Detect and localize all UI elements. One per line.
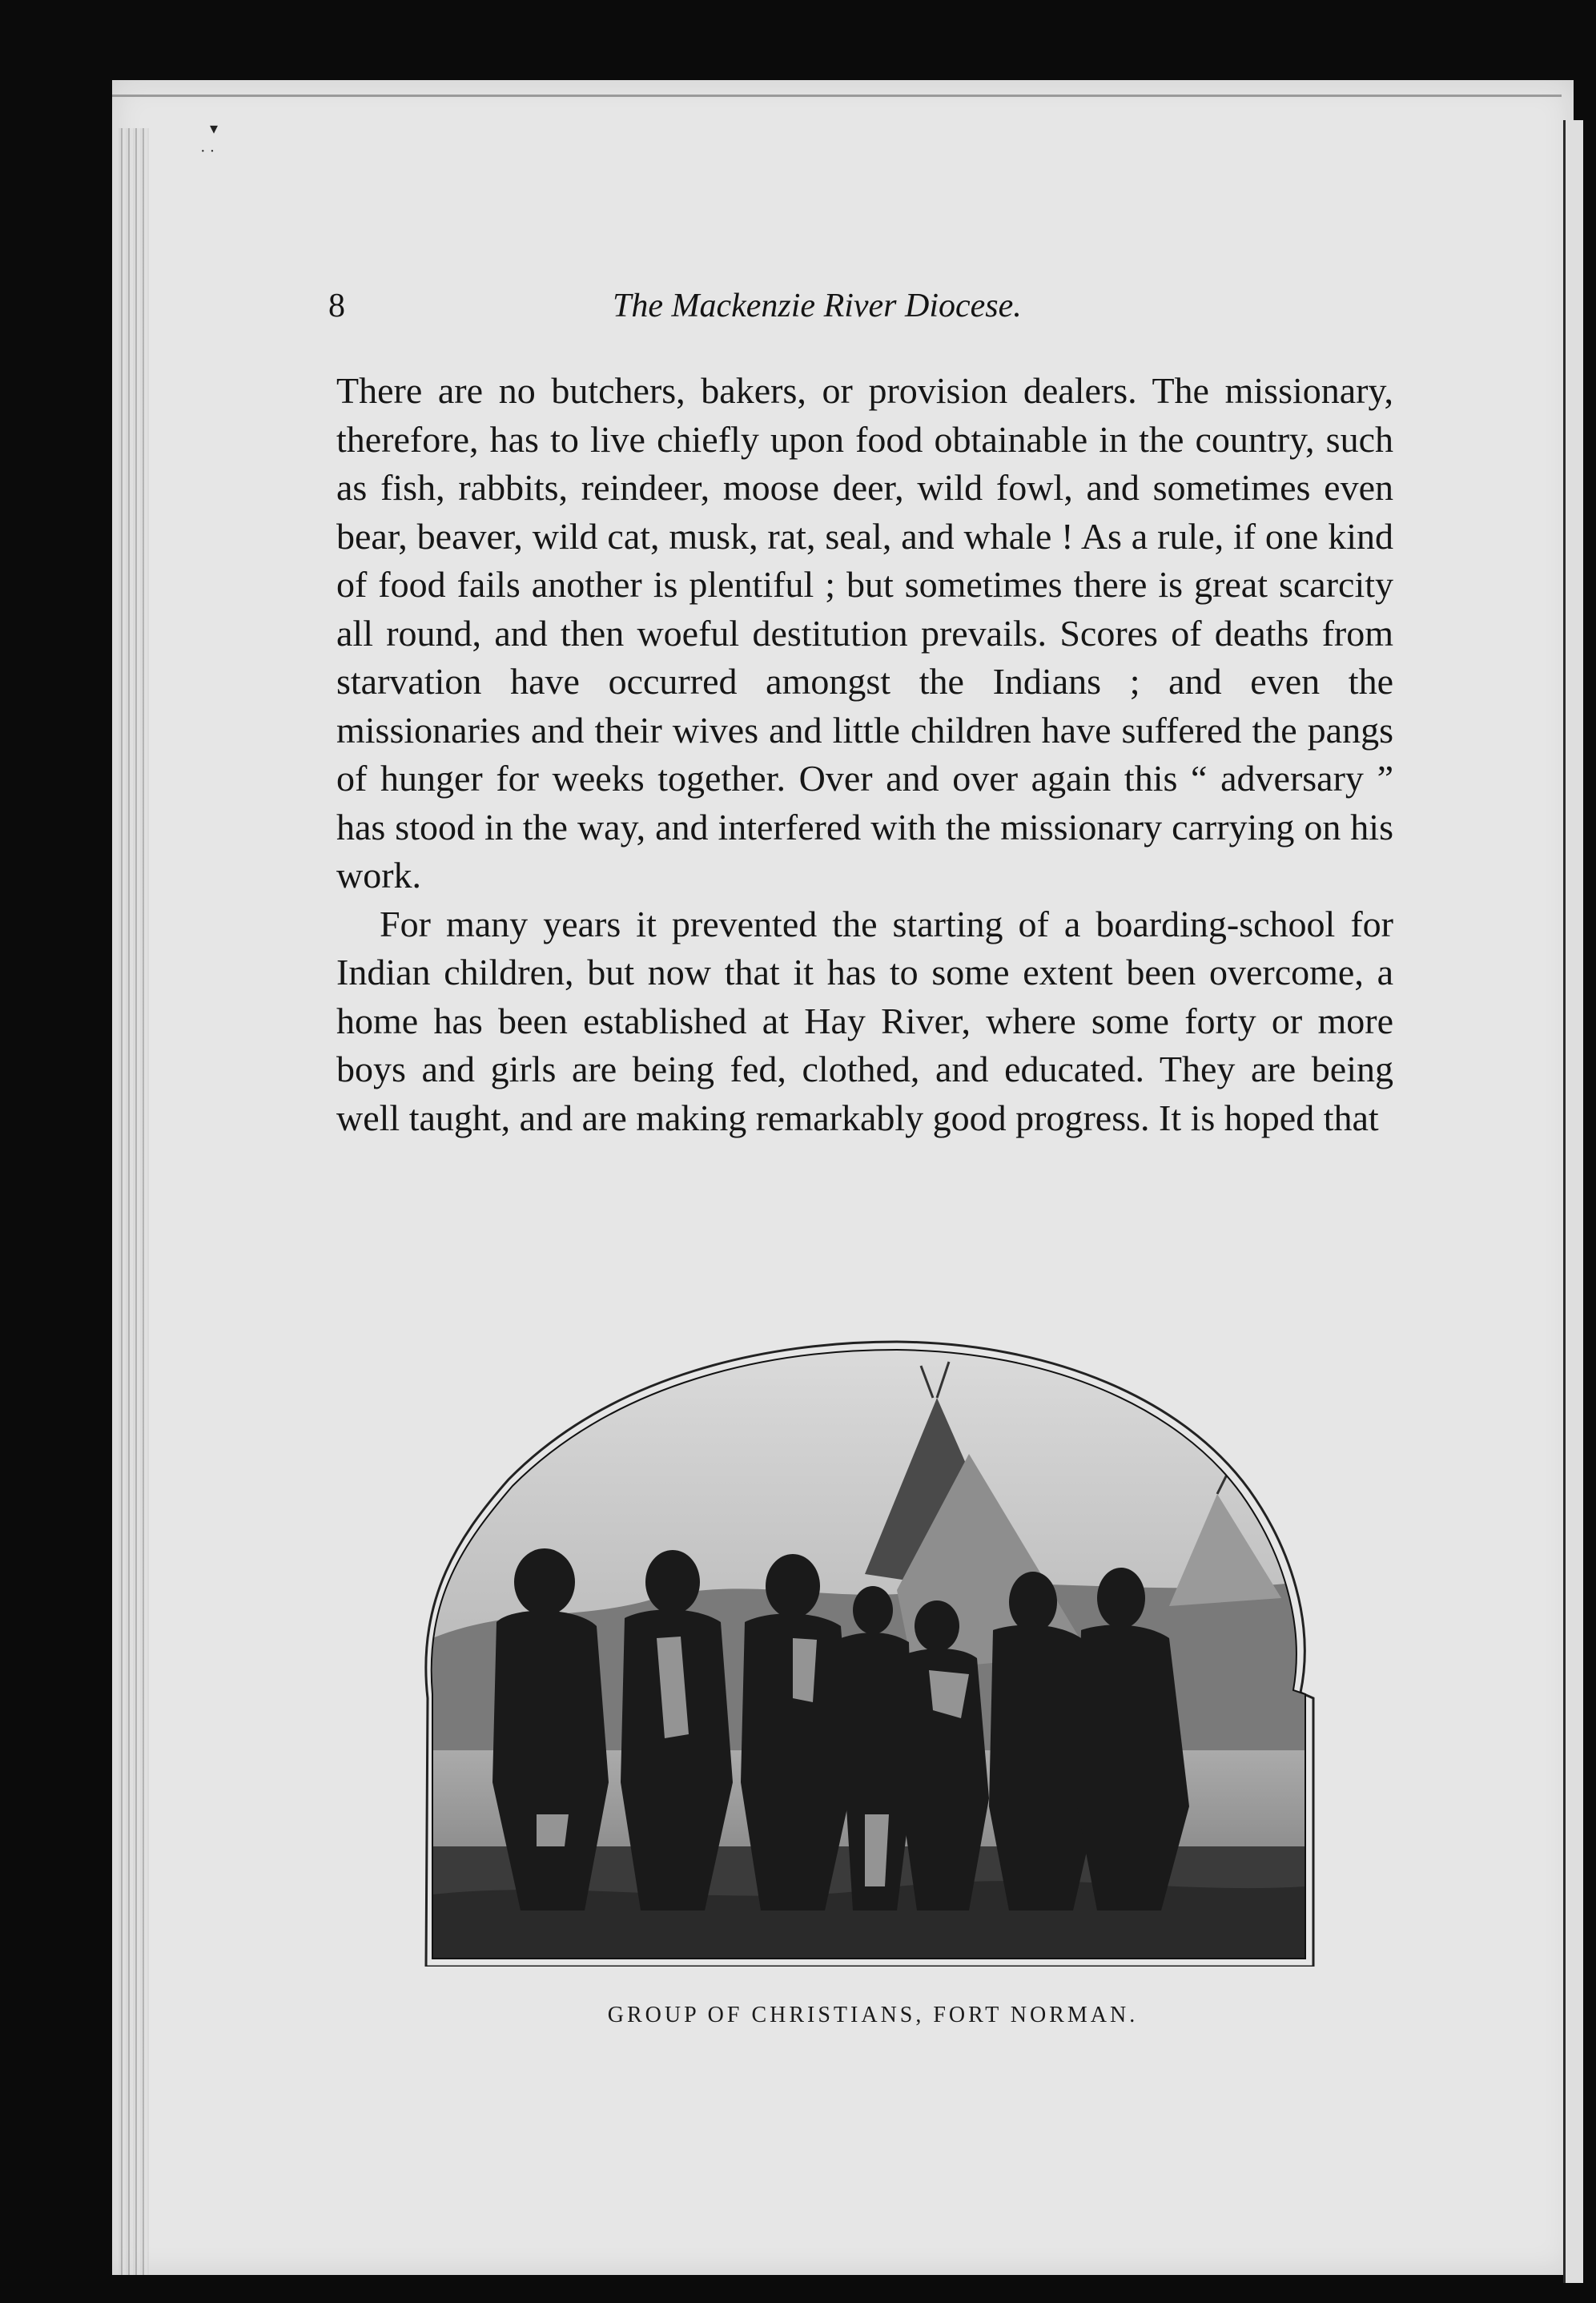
body-text (336, 367, 1393, 1142)
speck-mark: ▾ (210, 120, 219, 138)
page-header (328, 287, 1129, 335)
photograph-image (416, 1334, 1329, 1967)
group-photograph (416, 1334, 1329, 1967)
page-top-edge (112, 95, 1562, 97)
page-stack-edge-left (119, 128, 149, 2275)
paragraph: For many years it prevented the starting of a boarding-school for Indian children, but now that it has to some extent been overcome, a home has been established at Hay River, where some forty or more boys and girls are being fed, clothed, and educated. They are being well taught, and are making remarkably good progress. It is hoped that (336, 903, 1393, 1138)
running-title: The Mackenzie River Diocese. (613, 288, 1022, 324)
paragraph: There are no butchers, bakers, or provision dealers. The missionary, therefore, has to live chiefly upon food obtainable in the country, such as fish, rabbits, reindeer, moose deer, wild fowl, and sometimes even bear, beaver, wild cat, musk, rat, seal, and whale ! As a rule, if one kind of food fails another is plentiful ; but sometimes there is great scarcity all round, and then woeful destitution prevails. Scores of deaths from starvation have occurred amongst the Indians ; and even the missionaries and their wives and little children have suffered the pangs of hunger for weeks together. Over and over again this “ adversary ” has stood in the way, and interfered with the missionary carrying on his work. (336, 370, 1393, 896)
page-gutter-right (1563, 120, 1583, 2283)
page-number: 8 (328, 288, 345, 324)
speck-mark: · · (200, 143, 215, 160)
figure-caption: GROUP OF CHRISTIANS, FORT NORMAN. (607, 2003, 1139, 2027)
